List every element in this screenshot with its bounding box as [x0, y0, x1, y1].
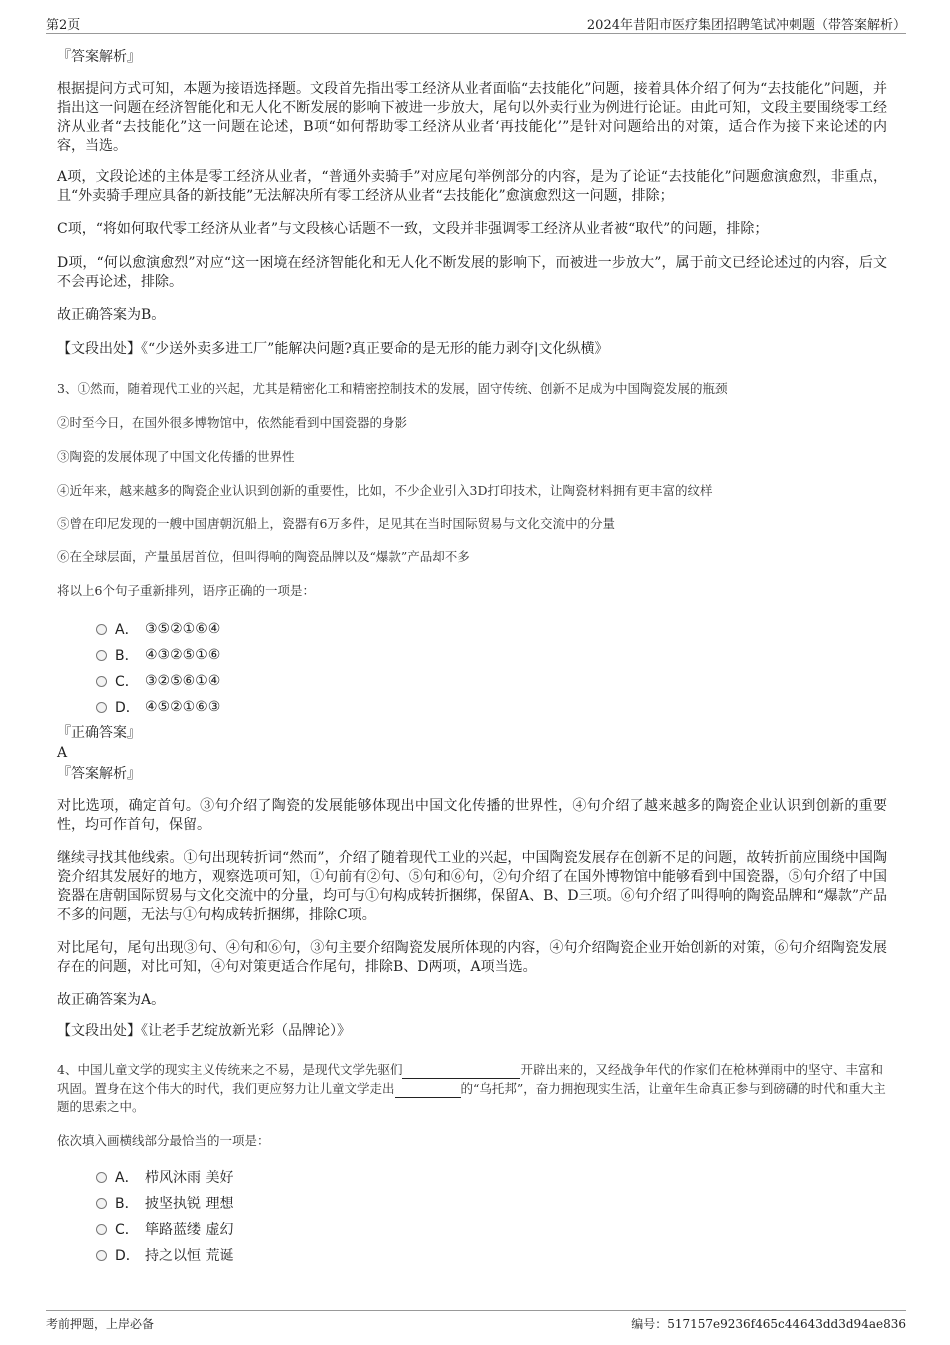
- q4-option-b[interactable]: B． 披坚执锐 理想: [96, 1193, 233, 1213]
- q4-option-a[interactable]: A． 栉风沐雨 美好: [96, 1167, 233, 1187]
- q4-option-c[interactable]: C． 筚路蓝缕 虚幻: [96, 1219, 233, 1239]
- q2-analysis-title: 『答案解析』: [57, 49, 141, 65]
- q3-analysis-paragraph-3: 对比尾句，尾句出现③句、④句和⑥句，③句主要介绍陶瓷发展所体现的内容，④句介绍陶瓷企业开始创新的对策，⑥句介绍陶瓷发展存在的问题，对比可知，④句对策更适合作尾句，排除B、D两项，A项当选。: [57, 940, 887, 975]
- q2-analysis-paragraph-2: A项，文段论述的主体是零工经济从业者，“普通外卖骑手”对应尾句举例部分的内容，是为了论证“去技能化”问题愈演愈烈，非重点，且“外卖骑手理应具备的新技能”无法解决所有零工经济从业者“去技能化”愈演愈烈这一问题，排除；: [57, 169, 887, 204]
- q4-stem: 4、中国儿童文学的现实主义传统来之不易，是现代文学先驱们 开辟出来的，又经战争年代的作家们在枪林弹雨中的坚守、丰富和巩固。置身在这个伟大的时代，我们更应努力让儿童文学走出 的“乌托邦”，奋力拥抱现实生活，让童年生命真正参与到磅礴的时代和重大主题的思索之中。: [57, 1062, 886, 1114]
- blank-1[interactable]: [402, 1060, 520, 1079]
- radio-icon[interactable]: [96, 624, 107, 635]
- q2-analysis-paragraph-4: D项，“何以愈演愈烈”对应“这一困境在经济智能化和无人化不断发展的影响下，而被进一步放大”，属于前文已经论述过的内容，后文不会再论述，排除。: [57, 255, 887, 290]
- q3-sentence-6: ⑥在全球层面，产量虽居首位，但叫得响的陶瓷品牌以及“爆款”产品却不多: [57, 549, 470, 564]
- q3-sentence-3: ③陶瓷的发展体现了中国文化传播的世界性: [57, 449, 295, 464]
- q4-prompt: 依次填入画横线部分最恰当的一项是：: [57, 1133, 270, 1148]
- q3-analysis-title: 『答案解析』: [57, 766, 141, 782]
- q3-analysis-paragraph-1: 对比选项，确定首句。③句介绍了陶瓷的发展能够体现出中国文化传播的世界性，④句介绍了越来越多的陶瓷企业认识到创新的重要性，均可作首句，保留。: [57, 798, 887, 833]
- q3-source: 【文段出处】《让老手艺绽放新光彩（品牌论）》: [57, 1023, 351, 1039]
- q3-sentence-2: ②时至今日，在国外很多博物馆中，依然能看到中国瓷器的身影: [57, 415, 408, 430]
- page-header: [46, 12, 906, 34]
- q4-option-d[interactable]: D． 持之以恒 荒诞: [96, 1245, 233, 1265]
- q3-prompt: 将以上6个句子重新排列，语序正确的一项是：: [57, 583, 315, 598]
- radio-icon[interactable]: [96, 1250, 107, 1261]
- document-id: 编号：517157e9236f465c44643dd3d94ae836: [631, 1317, 906, 1331]
- q2-analysis-paragraph-3: C项，“将如何取代零工经济从业者”与文段核心话题不一致，文段并非强调零工经济从业者被“取代”的问题，排除；: [57, 221, 769, 237]
- q3-stem: 3、①然而，随着现代工业的兴起，尤其是精密化工和精密控制技术的发展，固守传统、创新不足成为中国陶瓷发展的瓶颈: [57, 381, 728, 396]
- q2-analysis-conclusion: 故正确答案为B。: [57, 307, 166, 323]
- radio-icon[interactable]: [96, 676, 107, 687]
- q3-sentence-5: ⑤曾在印尼发现的一艘中国唐朝沉船上，瓷器有6万多件，足见其在当时国际贸易与文化交流中的分量: [57, 516, 615, 531]
- q3-option-c[interactable]: C． ③②⑤⑥①④: [96, 671, 220, 691]
- blank-2[interactable]: [395, 1079, 461, 1098]
- q3-analysis-conclusion: 故正确答案为A。: [57, 992, 166, 1008]
- radio-icon[interactable]: [96, 650, 107, 661]
- radio-icon[interactable]: [96, 1224, 107, 1235]
- document-title: 2024年昔阳市医疗集团招聘笔试冲刺题（带答案解析）: [586, 18, 906, 33]
- q2-analysis-paragraph-1: 根据提问方式可知，本题为接语选择题。文段首先指出零工经济从业者面临“去技能化”问题，接着具体介绍了何为“去技能化”问题，并指出这一问题在经济智能化和无人化不断发展的影响下被进一步放大，尾句以外卖行业为例进行论证。由此可知，文段主要围绕零工经济从业者“去技能化”这一问题在论述，B项“如何帮助零工经济从业者‘再技能化’”是针对问题给出的对策，适合作为接下来论述的内容，当选。: [57, 81, 887, 154]
- radio-icon[interactable]: [96, 702, 107, 713]
- q3-sentence-4: ④近年来，越来越多的陶瓷企业认识到创新的重要性，比如，不少企业引入3D打印技术，让陶瓷材料拥有更丰富的纹样: [57, 483, 713, 498]
- footer-slogan: 考前押题，上岸必备: [46, 1317, 155, 1331]
- q2-source: 【文段出处】《“少送外卖多进工厂”能解决问题?真正要命的是无形的能力剥夺|文化纵横》: [57, 341, 609, 357]
- page-number: 第2页: [46, 18, 81, 33]
- q3-analysis-paragraph-2: 继续寻找其他线索。①句出现转折词“然而”，介绍了随着现代工业的兴起，中国陶瓷发展存在创新不足的问题，故转折前应围绕中国陶瓷介绍其发展好的地方，观察选项可知，①句前有②句、⑤句和⑥句，②句介绍了在国外博物馆中能够看到中国瓷器，⑤句介绍了中国瓷器在唐朝国际贸易与文化交流中的分量，均可与①句构成转折捆绑，保留A、B、D三项。⑥句介绍了叫得响的陶瓷品牌和“爆款”产品不多的问题，无法与①句构成转折捆绑，排除C项。: [57, 850, 887, 923]
- radio-icon[interactable]: [96, 1172, 107, 1183]
- page-footer: [46, 1310, 906, 1331]
- q3-answer-title: 『正确答案』: [57, 725, 141, 741]
- q3-option-a[interactable]: A． ③⑤②①⑥④: [96, 619, 220, 639]
- q3-option-b[interactable]: B． ④③②⑤①⑥: [96, 645, 220, 665]
- q3-answer: A: [57, 745, 68, 761]
- radio-icon[interactable]: [96, 1198, 107, 1209]
- q3-option-d[interactable]: D． ④⑤②①⑥③: [96, 697, 220, 717]
